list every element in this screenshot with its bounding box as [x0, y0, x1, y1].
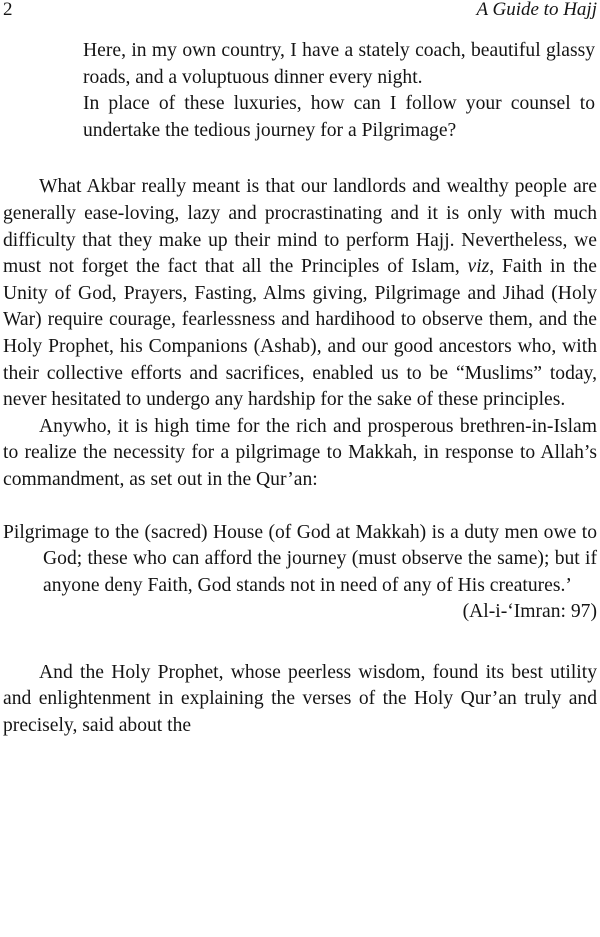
quran-citation: (Al-i-‘Imran: 97) — [462, 601, 597, 623]
poem-quote-line-1: Here, in my own country, I have a stately coach, beautiful glassy roads, and a voluptuous dinner every night. — [83, 40, 595, 88]
body-paragraph-1-part-1: What Akbar really meant is that our landlords and wealthy people are generally ease-loving, lazy and procrastinating and it is only with much difficulty that they make up their mind to perform Hajj. Nevertheless, we must not forget the fact that all the Principles of Islam, — [3, 176, 597, 278]
page-header — [3, 0, 597, 21]
page-content — [3, 38, 597, 740]
closing-paragraph: And the Holy Prophet, whose peerless wisdom, found its best utility and enlightenment in explaining the verses of the Holy Qur’an truly and precisely, said about the — [3, 661, 597, 737]
body-paragraph-1-part-2: , Faith in the Unity of God, Prayers, Fasting, Alms giving, Pilgrimage and Jihad (Holy War) require courage, fearlessness and hardihood to observe them, and the Holy Prophet, his Companions (Ashab), and our good ancestors who, with their collective efforts and sacrifices, enabled us to be “Muslims” today, never hesitated to undergo any hardship for the sake of these principles. — [3, 256, 597, 411]
poem-quote — [83, 38, 595, 144]
body-paragraph-1 — [3, 174, 597, 413]
quran-quote: Pilgrimage to the (sacred) House (of God at Makkah) is a duty men owe to God; these who can afford the journey (must observe the same); but if anyone deny Faith, God stands not in need of any of His creatures.’ — [3, 521, 597, 596]
running-title: A Guide to Hajj — [476, 0, 597, 20]
page-number: 2 — [3, 0, 13, 20]
viz-italic: viz — [467, 256, 490, 278]
body-paragraph-2: Anywho, it is high time for the rich and prosperous brethren-in-Islam to realize the necessity for a pilgrimage to Makkah, in response to Allah’s commandment, as set out in the Qur’an: — [3, 415, 597, 490]
poem-quote-line-2: In place of these luxuries, how can I follow your counsel to undertake the tedious journey for a Pilgrimage? — [83, 93, 595, 141]
